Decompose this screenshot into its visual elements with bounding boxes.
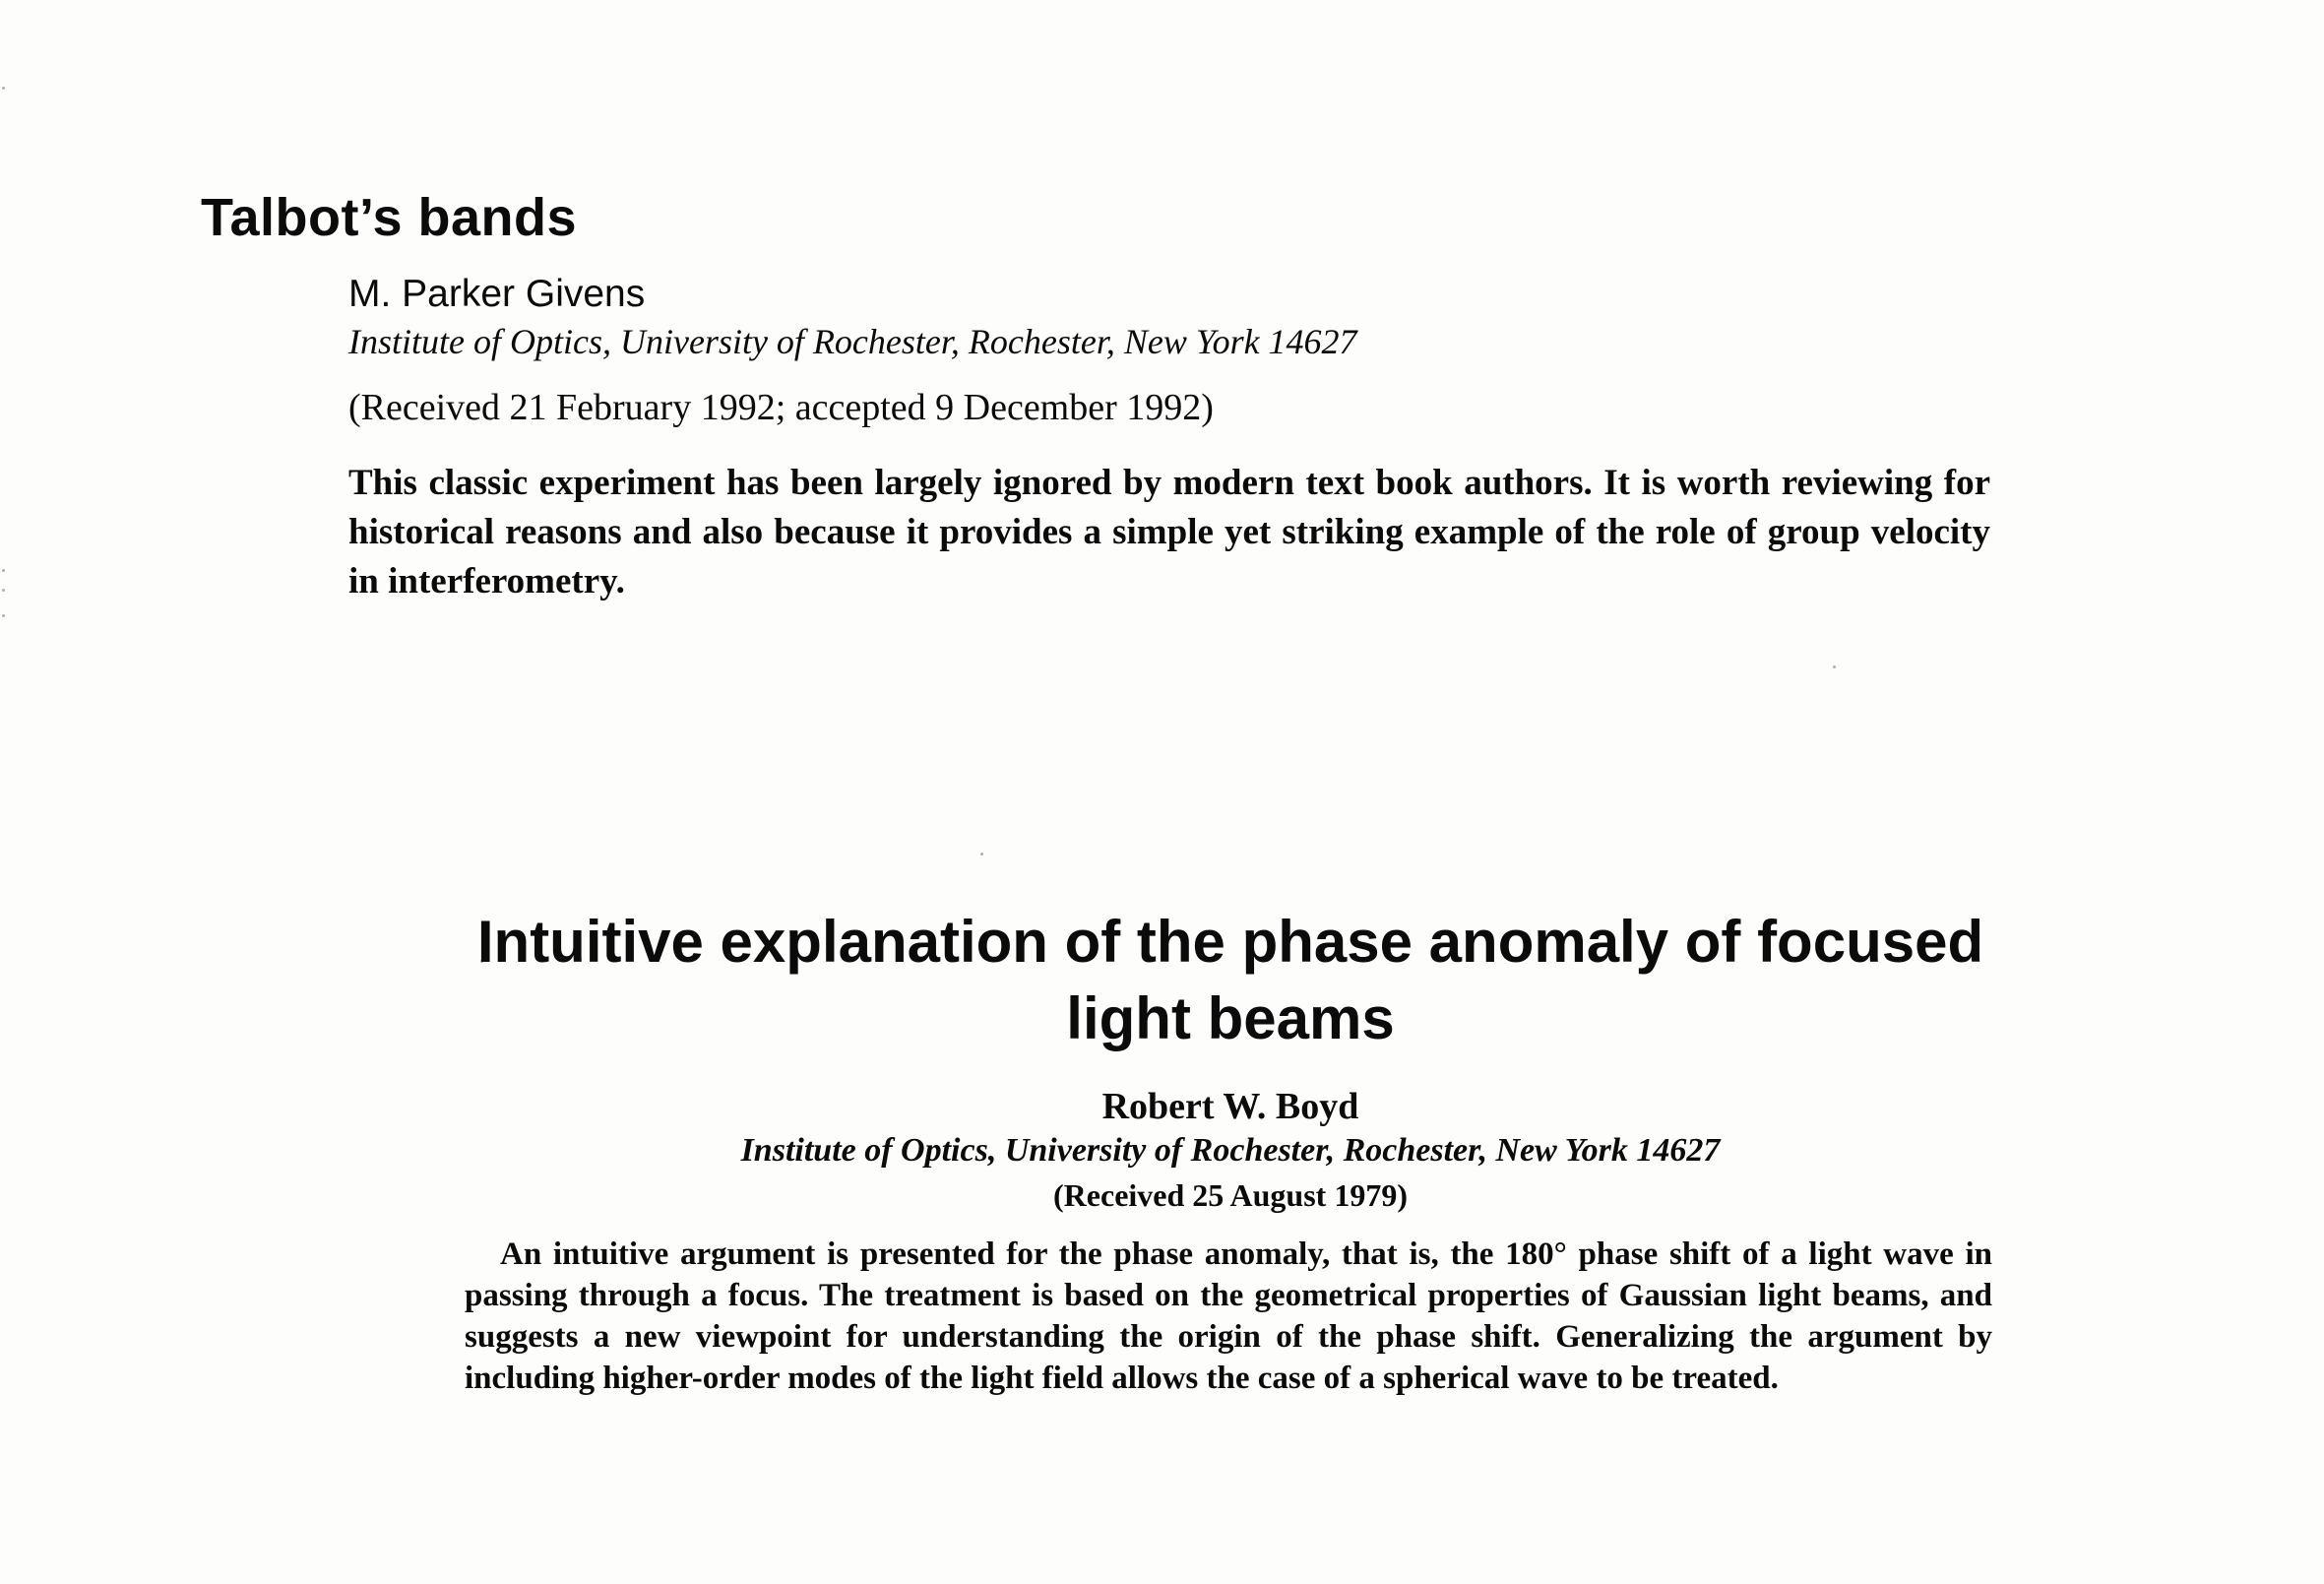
article-received-date: (Received 25 August 1979) xyxy=(1053,1177,1408,1213)
article-author: M. Parker Givens xyxy=(348,273,646,315)
scan-speck xyxy=(2,87,5,90)
article-abstract: This classic experiment has been largely ignored by modern text book authors. It is worth reviewing for historical reasons and also because it provides a simple yet striking example of the role of group velocity in interferometry. xyxy=(348,463,1990,602)
article-author: Robert W. Boyd xyxy=(1101,1086,1359,1127)
scan-speck xyxy=(2,569,5,572)
article-title: Talbot’s bands xyxy=(201,188,578,247)
article-abstract: An intuitive argument is presented for the phase anomaly, that is, the 180° phase shift of a light wave in passing through a focus. The treatment is based on the geometrical properties of Gaussian light beams, and suggests a new viewpoint for understanding the origin of the phase shift. Generalizing the argument by including higher-order modes of the light field allows the case of a spherical wave to be treated. xyxy=(465,1236,1992,1396)
article-title: Intuitive explanation of the phase anomaly of focused light beams xyxy=(476,909,1984,1051)
scan-speck xyxy=(2,614,5,617)
article-affiliation: Institute of Optics, University of Rochester, Rochester, New York 14627 xyxy=(348,322,1357,361)
article-affiliation: Institute of Optics, University of Rochester, Rochester, New York 14627 xyxy=(740,1132,1721,1169)
scan-speck xyxy=(980,853,983,855)
scan-speck xyxy=(2,589,5,592)
article-received-date: (Received 21 February 1992; accepted 9 December 1992) xyxy=(348,387,1214,428)
scan-speck xyxy=(1833,665,1836,668)
